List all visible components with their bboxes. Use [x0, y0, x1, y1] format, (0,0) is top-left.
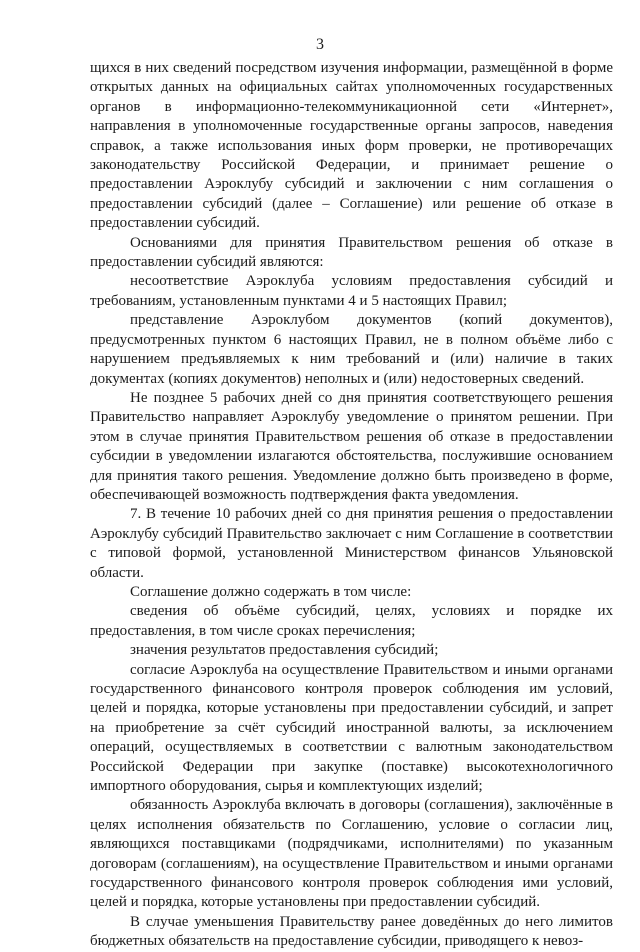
- paragraph-8: сведения об объёме субсидий, целях, условиях и порядке их предоставления, в том числе сроках перечисления;: [90, 603, 613, 639]
- page-number: 3: [316, 36, 324, 53]
- paragraph-9: значения результатов предоставления субсидий;: [130, 642, 439, 659]
- paragraph-3: несоответствие Аэроклуба условиям предоставления субсидий и требованиям, установленным пунктами 4 и 5 настоящих Правил;: [90, 273, 613, 309]
- paragraph-4: представление Аэроклубом документов (копий документов), предусмотренных пунктом 6 настоящих Правил, не в полном объёме либо с нарушением предъявляемых к ним требований и (или) наличие в таких документах (копиях документов) неполных и (или) недостоверных сведений.: [90, 312, 613, 387]
- paragraph-12: В случае уменьшения Правительству ранее доведённых до него лимитов бюджетных обязательств на предоставление субсидии, приводящего к невоз-: [90, 913, 613, 950]
- paragraph-11: обязанность Аэроклуба включать в договоры (соглашения), заключённые в целях исполнения обязательств по Соглашению, условие о согласии лиц, являющихся поставщиками (подрядчиками, исполнителями) по указанным договорам (соглашениям), на осуществление Правительством и иными органами государственного финансового контроля проверок соблюдения ими условий, целей и порядка, которые установлены при предоставлении субсидий.: [90, 797, 613, 911]
- paragraph-7: Соглашение должно содержать в том числе:: [130, 583, 412, 600]
- body-text: [90, 59, 613, 952]
- paragraph-1: щихся в них сведений посредством изучения информации, размещённой в форме открытых данных на официальных сайтах уполномоченных государственных органов в информационно-телекоммуникационной сети «Интернет», направления в уполномоченные государственные органы запросов, наведения справок, а также использования иных форм проверки, не противоречащих законодательству Российской Федерации, и принимает решение о предоставлении Аэроклубу субсидий и заключении с ним соглашения о предоставлении субсидий (далее – Соглашение) или решение об отказе в предоставлении субсидий.: [90, 60, 613, 232]
- paragraph-6: 7. В течение 10 рабочих дней со дня принятия решения о предоставлении Аэроклубу субсидий Правительство заключает с ним Соглашение в соответствии с типовой формой, установленной Министерством финансов Ульяновской области.: [90, 506, 613, 581]
- paragraph-5: Не позднее 5 рабочих дней со дня принятия соответствующего решения Правительство направляет Аэроклубу уведомление о принятом решении. При этом в случае принятия Правительством решения об отказе в предоставлении субсидии в уведомлении излагаются обстоятельства, послужившие основанием для принятия такого решения. Уведомление должно быть произведено в форме, обеспечивающей возможность подтверждения факта уведомления.: [90, 389, 613, 503]
- paragraph-2: Основаниями для принятия Правительством решения об отказе в предоставлении субсидий являются:: [90, 234, 613, 271]
- paragraph-10: согласие Аэроклуба на осуществление Правительством и иными органами государственного финансового контроля проверок соблюдения им условий, целей и порядка, которые установлены при предоставлении субсидий, и запрет на приобретение за счёт субсидий иностранной валюты, за исключением операций, осуществляемых в соответствии с валютным законодательством Российской Федерации при закупке (поставке) высокотехнологичного импортного оборудования, сырья и комплектующих изделий;: [90, 661, 613, 795]
